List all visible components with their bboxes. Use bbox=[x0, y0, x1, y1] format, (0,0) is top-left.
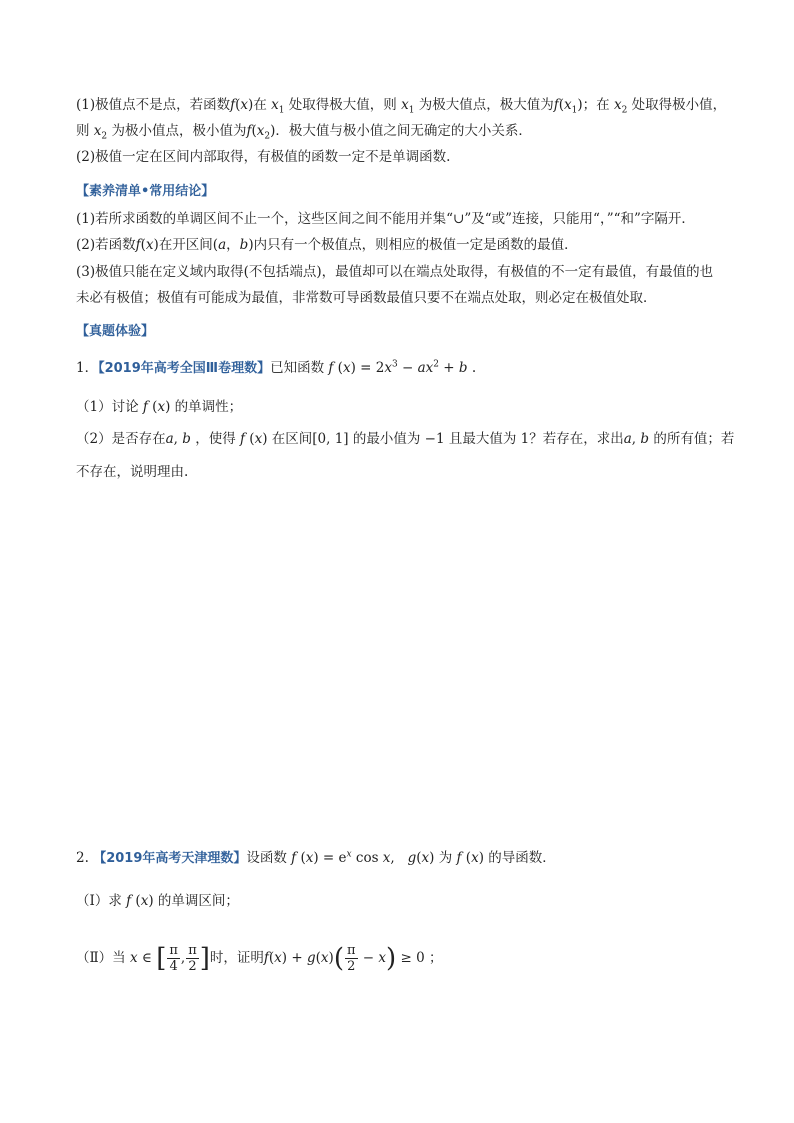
fraction-pi-2: $\frac{\pi}{2}$ bbox=[346, 943, 356, 974]
conclusion-text: 在开区间( bbox=[158, 237, 219, 253]
note-text: 则 bbox=[76, 123, 90, 139]
note-text: ；在 bbox=[582, 97, 610, 113]
problem-1-statement bbox=[76, 358, 476, 379]
problem-number: 2. bbox=[76, 850, 89, 866]
problem-source: 【2019年高考全国Ⅲ卷理数】 bbox=[98, 361, 271, 376]
problem-2-part-2: （Ⅱ）当 x ∈ [ $\frac{\pi}{4}$ , $\frac{\pi}{2}$ ]时，证明f(x) + g(x)( $\frac{\pi}{2}$ − x) ≥ 0 ； bbox=[76, 943, 443, 974]
problem-1-part-1: （1）讨论 f (x) 的单调性； bbox=[76, 399, 243, 415]
problem-2-statement: 2. 【2019年高考天津理数】设函数 f $(x) = e^x$ cos x, g(x) 为 f (x) 的导函数． bbox=[76, 849, 556, 866]
note-1-line-1: (1)极值点不是点，若函数f(x)在 $x_1$ 处取得极大值，则 $x_1$ 为极大值点，极大值为$f(x_1)$；在 $x_2$ 处取得极小值， bbox=[76, 97, 727, 116]
section-heading-exam: 【真题体验】 bbox=[76, 324, 155, 339]
problem-text: （Ⅰ）求 bbox=[76, 893, 122, 909]
problem-source: 【2019年高考天津理数】 bbox=[93, 851, 247, 866]
note-text: ．极大值与极小值之间无确定的大小关系． bbox=[275, 123, 532, 139]
problem-1-part-2-cont: 不存在，说明理由. bbox=[76, 464, 189, 480]
fraction-pi-4: $\frac{\pi}{4}$ bbox=[169, 943, 178, 974]
problem-text: 在区间 bbox=[271, 431, 313, 447]
problem-text: 为 bbox=[438, 850, 453, 866]
note-1-line-2: 则 $x_2$ 为极小值点，极小值为$f(x_2)$．极大值与极小值之间无确定的大小关系． bbox=[76, 123, 532, 142]
section-heading-conclusions: 【素养清单•常用结论】 bbox=[76, 184, 215, 199]
conclusion-3-line-2: 未必有极值；极值有可能成为最值，非常数可导函数最值只要不在端点处取，则必定在极值处取． bbox=[76, 290, 657, 306]
formula-f: f $(x) = e^x$ cos x, g(x) bbox=[286, 849, 439, 866]
conclusion-3-line-1: (3)极值只能在定义域内取得(不包括端点)，最值却可以在端点处取得，有极值的不一定有最值，有最值的也 bbox=[76, 264, 714, 280]
note-text: (1)极值点不是点，若函数 bbox=[76, 97, 231, 113]
problem-text: 的最小值为 bbox=[352, 431, 421, 447]
problem-text: （1）讨论 bbox=[76, 399, 139, 415]
note-text: 在 bbox=[253, 97, 267, 113]
conclusion-text: (2)若函数 bbox=[76, 237, 136, 253]
problem-text: 的单调性； bbox=[174, 399, 243, 415]
conclusion-2: (2)若函数f(x)在开区间(a，b)内只有一个极值点，则相应的极值一定是函数的最值． bbox=[76, 237, 578, 253]
note-text: 处取得极大值，则 bbox=[288, 97, 397, 113]
problem-text: 已知函数 bbox=[270, 360, 325, 376]
problem-text: 的导函数． bbox=[488, 850, 556, 866]
problem-text: （2）是否存在 bbox=[76, 431, 166, 447]
problem-number: 1． bbox=[76, 360, 99, 376]
note-2: (2)极值一定在区间内部取得，有极值的函数一定不是单调函数. bbox=[76, 149, 451, 165]
conclusion-1: (1)若所求函数的单调区间不止一个，这些区间之间不能用并集“∪”及“或”连接，只能用“，”“和”字隔开． bbox=[76, 211, 695, 227]
problem-2-part-1: （Ⅰ）求 f (x) 的单调区间； bbox=[76, 893, 239, 909]
problem-text: （Ⅱ）当 bbox=[76, 950, 126, 966]
problem-text: 设函数 bbox=[246, 850, 287, 866]
problem-text: 的所有值；若 bbox=[653, 431, 735, 447]
formula-f: f $(x) = 2x^3 - ax^2 + b$ . bbox=[324, 359, 477, 376]
note-text: 为极小值点，极小值为 bbox=[111, 123, 247, 139]
problem-text: 且最大值为 1？若存在，求出 bbox=[448, 431, 624, 447]
conclusion-text: )内只有一个极值点，则相应的极值一定是函数的最值． bbox=[248, 237, 578, 253]
problem-text: 的单调区间； bbox=[157, 893, 239, 909]
note-text: 为极大值点，极大值为 bbox=[418, 97, 554, 113]
math-fx: f bbox=[230, 97, 236, 113]
problem-text: 时，证明 bbox=[209, 950, 264, 966]
problem-text: ，使得 bbox=[195, 431, 236, 447]
note-text: 处取得极小值， bbox=[631, 97, 727, 113]
fraction-pi-2: $\frac{\pi}{2}$ bbox=[188, 943, 197, 974]
conclusion-text: ， bbox=[226, 237, 240, 253]
problem-1-part-2: （2）是否存在a, b ，使得 f (x) 在区间[0, 1] 的最小值为 −1 且最大值为 1？若存在，求出a, b 的所有值；若 bbox=[76, 431, 735, 447]
